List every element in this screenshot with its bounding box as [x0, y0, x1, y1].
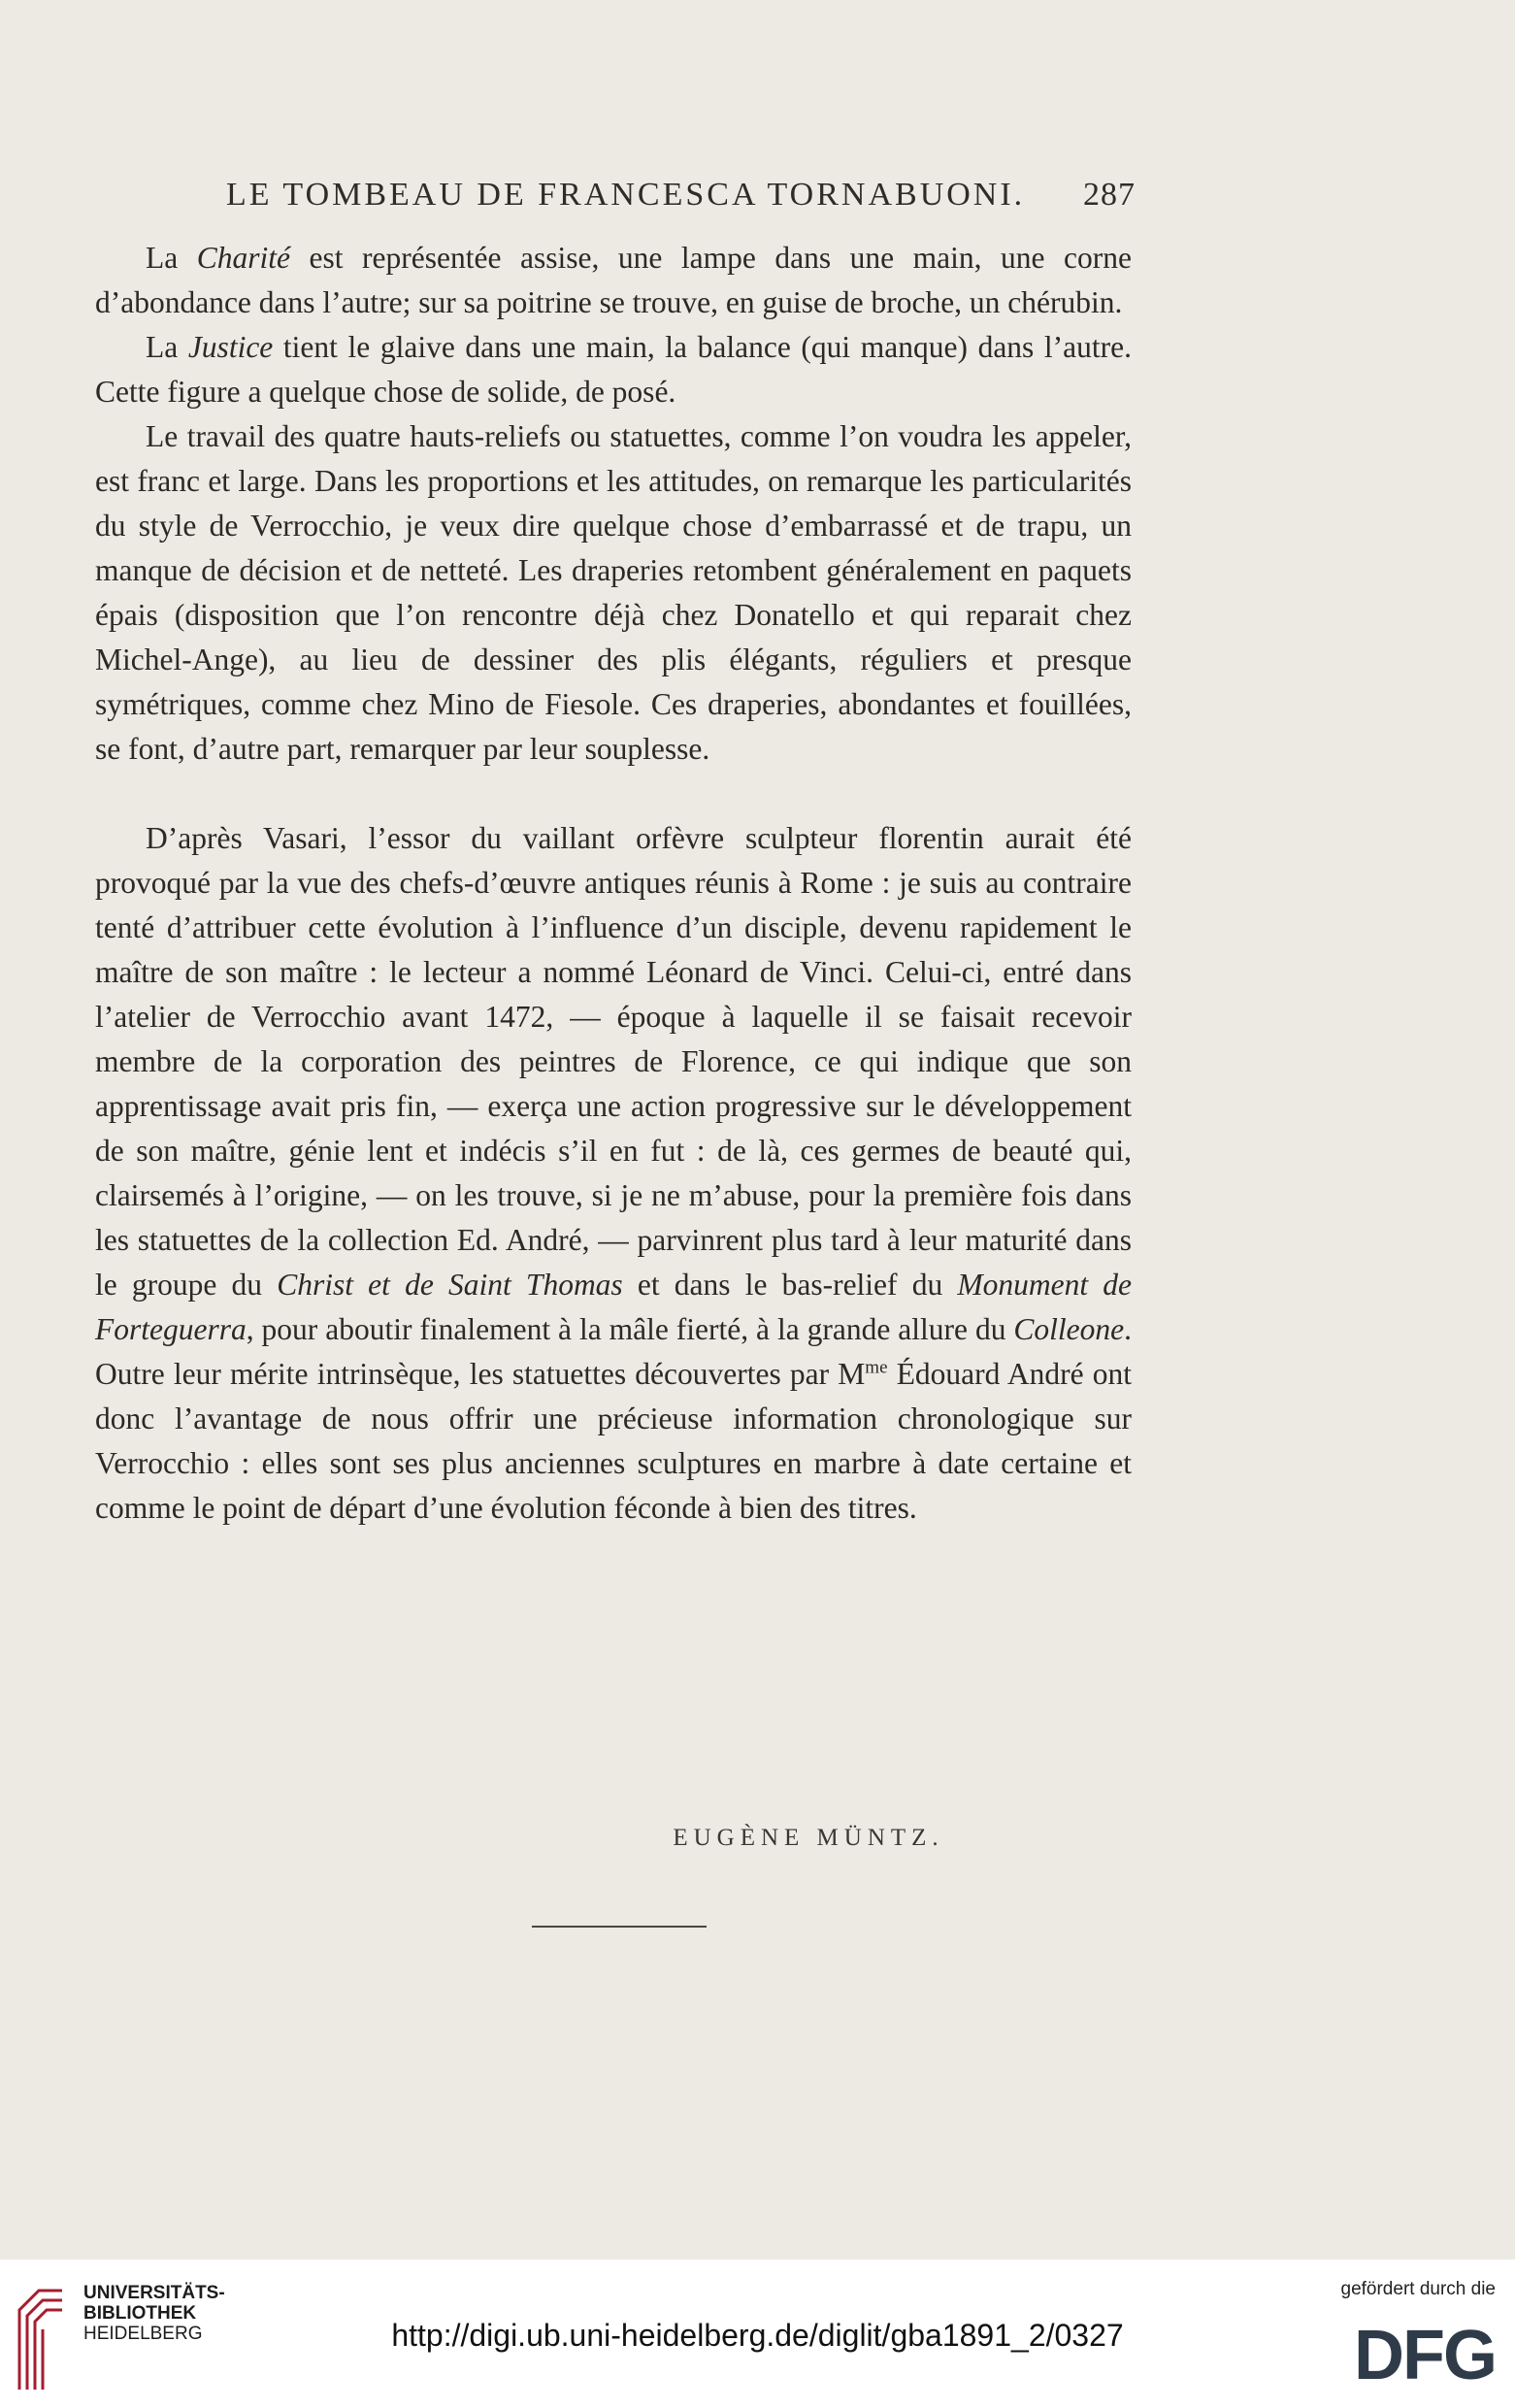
text-run: La — [146, 241, 197, 275]
source-url-link[interactable]: http://digi.ub.uni-heidelberg.de/diglit/gba1891_2/0327 — [391, 2318, 1124, 2353]
paragraph — [95, 236, 1132, 325]
closing-rule — [532, 1926, 707, 1928]
italic-title: Christ et de Saint Thomas — [277, 1268, 623, 1302]
text-run: Le travail des quatre hauts-reliefs ou statuettes, comme l’on voudra les appeler, est franc et large. Dans les proportions et les attitudes, on remarque les particularités du style de Verrocchio, je veux dire quelque chose d’embarrassé et de trapu, un manque de décision et de netteté. Les draperies retombent généralement en paquets épais (disposition que l’on rencontre déjà chez Donatello et qui reparait chez Michel-Ange), au lieu de dessiner des plis élégants, réguliers et presque symétriques, comme chez Mino de Fiesole. Ces draperies, abondantes et fouillées, se font, d’autre part, remarquer par leur souplesse. — [95, 419, 1132, 766]
dfg-logo: DFG — [1354, 2317, 1496, 2394]
library-line: HEIDELBERG — [83, 2324, 203, 2344]
paragraph — [95, 325, 1132, 414]
text-run: tient le glaive dans une main, la balance (qui manque) dans l’autre. Cette figure a quelque chose de solide, de posé. — [95, 330, 1132, 409]
paragraph — [95, 414, 1132, 772]
funding-text: gefördert durch die — [1340, 2279, 1496, 2299]
paragraph — [95, 816, 1132, 1531]
text-run: . Outre leur mérite intrinsèque, les statuettes découvertes par M — [95, 1312, 1132, 1391]
author-signature: EUGÈNE MÜNTZ. — [673, 1825, 944, 1851]
italic-title: Colleone — [1013, 1312, 1125, 1346]
text-run: La — [146, 330, 188, 364]
text-run: D’après Vasari, l’essor du vaillant orfèvre sculpteur florentin aurait été provoqué par la vue des chefs-d’œuvre antiques réunis à Rome : je suis au contraire tenté d’attribuer cette évolution à l’influence d’un disciple, devenu rapidement le maître de son maître : le lecteur a nommé Léonard de Vinci. Celui-ci, entré dans l’atelier de Verrocchio avant 1472, — époque à laquelle il se faisait recevoir membre de la corporation des peintres de Florence, ce qui indique que son apprentissage avait pris fin, — exerça une action progressive sur le développement de son maître, génie lent et indécis s’il en fut : de là, ces germes de beauté qui, clairsemés à l’origine, — on les trouve, si je ne m’abuse, pour la première fois dans les statuettes de la collection Ed. André, — parvinrent plus tard à leur maturité dans le groupe du — [95, 821, 1132, 1302]
digitization-footer — [0, 2260, 1515, 2408]
italic-title: Charité — [196, 241, 291, 275]
text-run: est représentée assise, une lampe dans une main, une corne d’abondance dans l’autre; sur sa poitrine se trouve, en guise de broche, un chérubin. — [95, 241, 1132, 319]
italic-title: Monument de Forteguerra — [95, 1268, 1132, 1346]
running-title: LE TOMBEAU DE FRANCESCA TORNABUONI. — [226, 177, 1026, 213]
text-run: Édouard André ont donc l’avantage de nous offrir une précieuse information chronologique sur Verrocchio : elles sont ses plus anciennes sculptures en marbre à date certaine et comme le point de départ d’une évolution féconde à bien des titres. — [95, 1357, 1132, 1525]
library-line: BIBLIOTHEK — [83, 2303, 197, 2324]
italic-title: Justice — [187, 330, 274, 364]
text-run: , pour aboutir finalement à la mâle fierté, à la grande allure du — [246, 1312, 1014, 1346]
text-run: et dans le bas-relief du — [622, 1268, 958, 1302]
body-text — [95, 236, 1132, 1531]
page-number: 287 — [1083, 177, 1136, 213]
superscript: me — [865, 1357, 888, 1378]
library-line: UNIVERSITÄTS- — [83, 2283, 225, 2303]
